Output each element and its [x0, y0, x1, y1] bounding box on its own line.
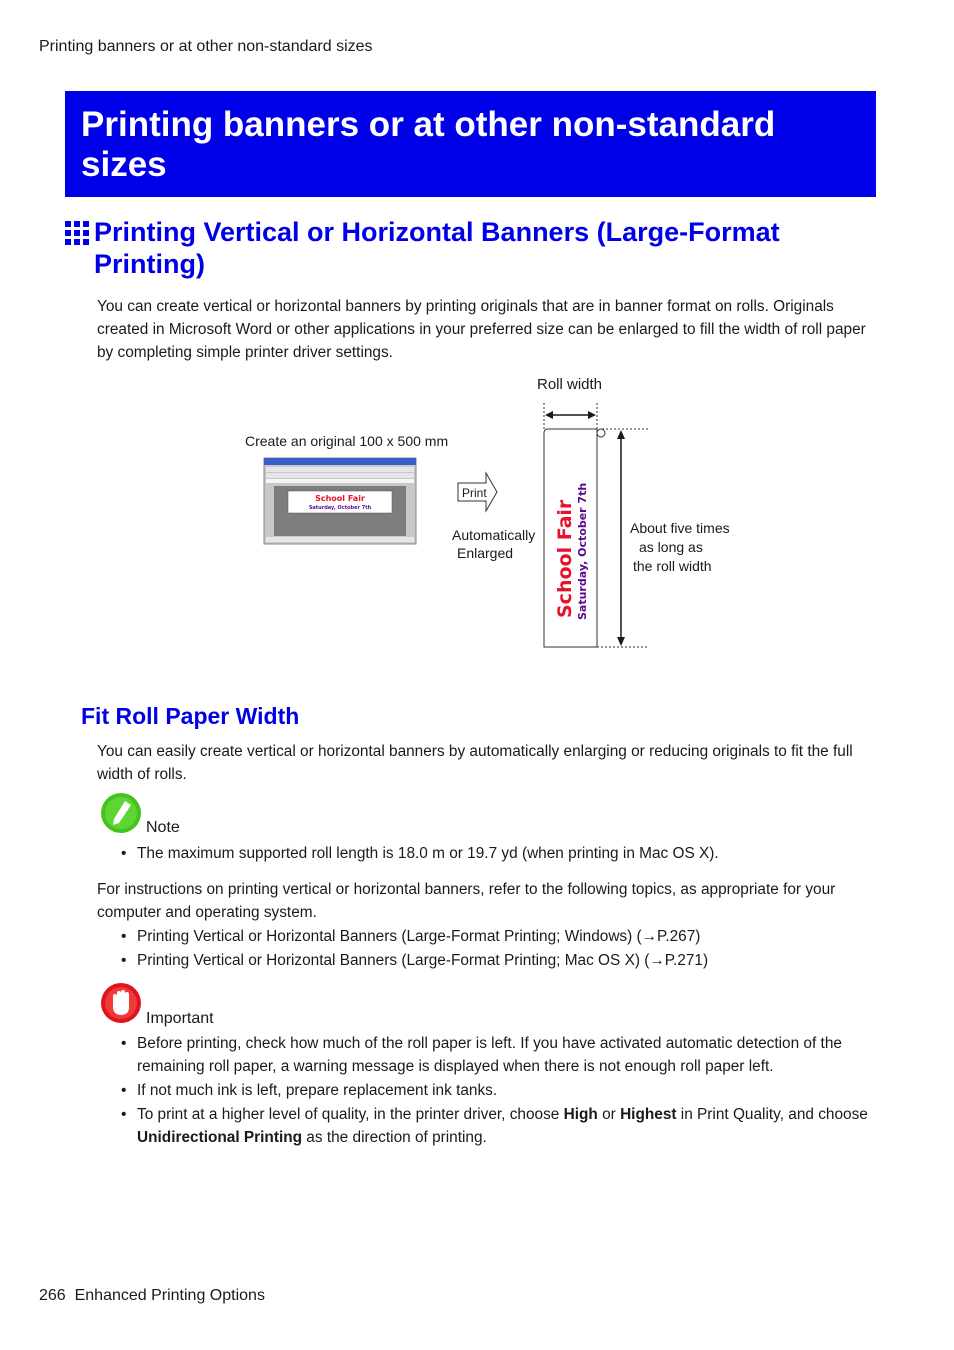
auto-enlarged-line2: Enlarged — [457, 545, 514, 561]
window-titlebar — [264, 458, 416, 465]
banner-title: School Fair — [554, 499, 576, 618]
auto-enlarged-line1: Automatically — [452, 527, 536, 543]
important-hand-icon — [100, 982, 142, 1024]
quality-unidirectional: Unidirectional Printing — [137, 1129, 303, 1146]
window-ruler — [266, 479, 414, 483]
quality-text-c: or — [597, 1106, 621, 1123]
section-title: Printing Vertical or Horizontal Banners (Large-Format Printing) — [94, 217, 780, 279]
thumbnail-title: School Fair — [315, 494, 365, 503]
banner-diagram — [230, 370, 750, 660]
quality-highest: Highest — [620, 1106, 677, 1123]
thumbnail-date: Saturday, October 7th — [308, 505, 372, 511]
application-window-thumbnail — [264, 458, 416, 544]
important-item-roll: • Before printing, check how much of the roll paper is left. If you have activated automatic detection of the remaining roll paper, a warning message is displayed when there is not enough roll paper left. — [118, 1032, 888, 1078]
footer-section-name: Enhanced Printing Options — [74, 1287, 265, 1304]
length-arrowhead-bottom — [617, 637, 625, 646]
important-label: Important — [146, 1010, 214, 1027]
five-times-line3: the roll width — [633, 558, 712, 574]
section-intro: You can create vertical or horizontal banners by printing originals that are in banner format on rolls. Originals created in Microsoft Word or other applications in your preferred size can be enlarged to fill the width of roll paper by completing simple printer driver settings. — [97, 298, 866, 361]
note-pencil-icon — [100, 792, 142, 834]
important-list — [118, 1032, 888, 1150]
quality-text-e: in Print Quality, and choose — [676, 1106, 868, 1123]
important-item-quality — [118, 1103, 888, 1149]
page-title-banner — [65, 91, 876, 197]
page-footer — [39, 1287, 265, 1305]
grid-icon — [65, 221, 89, 245]
roll-width-arrowhead-right — [588, 411, 596, 419]
note-label: Note — [146, 819, 180, 836]
quality-high: High — [563, 1106, 598, 1123]
page-title: Printing banners or at other non-standard sizes — [81, 105, 776, 184]
note-list — [118, 842, 888, 866]
quality-text-g: as the direction of printing. — [302, 1129, 487, 1146]
quality-text-a: To print at a higher level of quality, in the printer driver, choose — [137, 1106, 564, 1123]
print-arrow — [458, 473, 497, 511]
important-item-ink: • If not much ink is left, prepare replacement ink tanks. — [118, 1079, 888, 1102]
fit-roll-heading: Fit Roll Paper Width — [81, 703, 300, 729]
window-statusbar — [266, 537, 414, 542]
roll-width-arrowhead-left — [545, 411, 553, 419]
link-mac-banners[interactable]: • Printing Vertical or Horizontal Banners (Large-Format Printing; Mac OS X) (→P.271) — [118, 949, 888, 972]
create-original-label: Create an original 100 x 500 mm — [245, 433, 449, 449]
note-item: • The maximum supported roll length is 18.0 m or 19.7 yd (when printing in Mac OS X). — [118, 842, 888, 865]
five-times-line2: as long as — [639, 539, 703, 555]
window-toolbar-1 — [266, 467, 414, 472]
running-header: Printing banners or at other non-standard sizes — [39, 38, 373, 55]
five-times-line1: About five times — [630, 520, 730, 536]
page-number: 266 — [39, 1287, 66, 1304]
window-toolbar-2 — [266, 473, 414, 478]
fit-roll-intro: You can easily create vertical or horizontal banners by automatically enlarging or reducing originals to fit the full width of rolls. — [97, 743, 853, 783]
roll-width-label: Roll width — [537, 376, 603, 393]
instructions-links — [118, 925, 888, 973]
roll-end-mark — [597, 429, 605, 437]
banner-date: Saturday, October 7th — [576, 482, 589, 620]
print-label: Print — [462, 486, 487, 500]
link-windows-banners[interactable]: • Printing Vertical or Horizontal Banners (Large-Format Printing; Windows) (→P.267) — [118, 925, 888, 948]
length-arrowhead-top — [617, 430, 625, 439]
section-heading — [65, 216, 865, 280]
instructions-text: For instructions on printing vertical or horizontal banners, refer to the following topics, as appropriate for your computer and operating system. — [97, 881, 836, 921]
